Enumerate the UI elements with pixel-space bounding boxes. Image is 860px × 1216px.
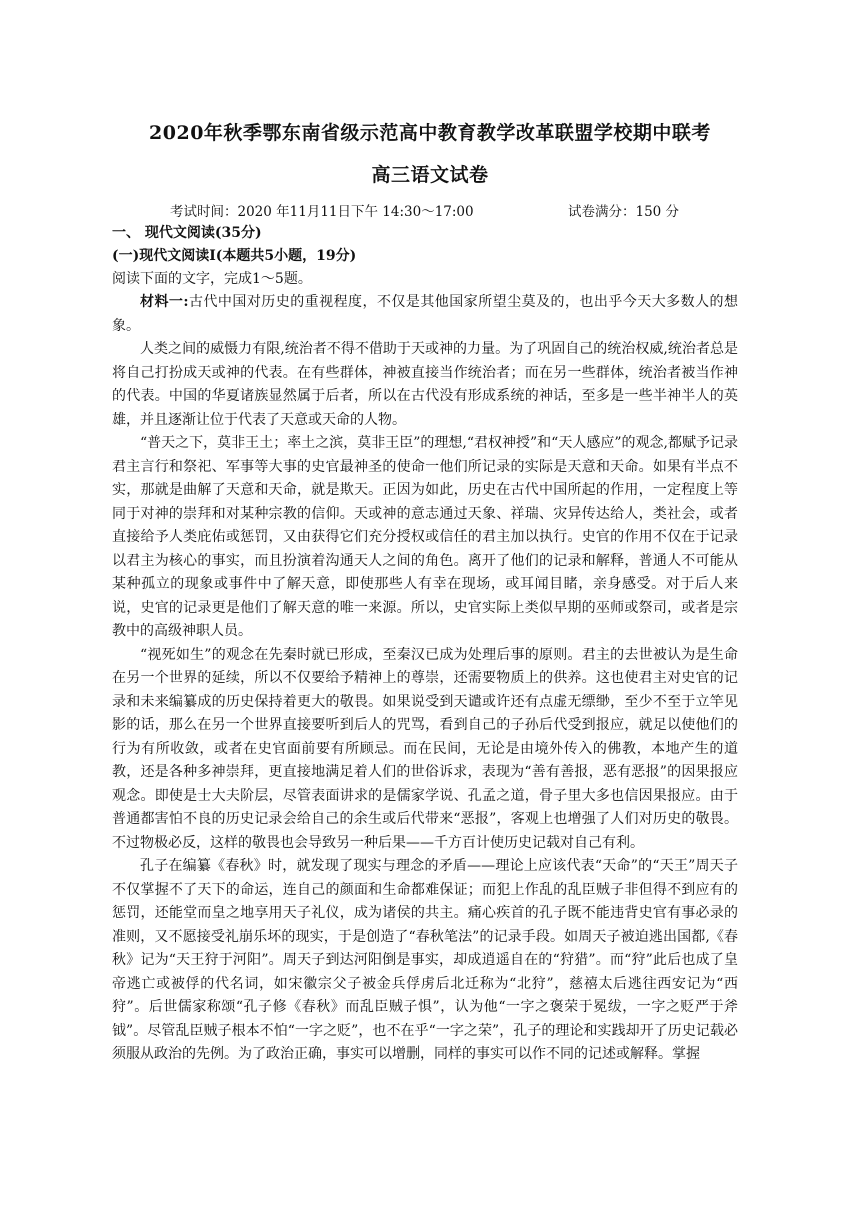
exam-time: 考试时间：2020 年11月11日下午 14:30～17:00 xyxy=(170,204,474,220)
paragraph-text: 古代中国对历史的重视程度，不仅是其他国家所望尘莫及的，也出乎今天大多数人的想象。 xyxy=(112,294,738,334)
passage-paragraph xyxy=(112,291,738,338)
reading-passage xyxy=(112,291,738,1067)
passage-paragraph: “视死如生”的观念在先秦时就已形成，至秦汉已成为处理后事的原则。君主的去世被认为是生命在另一个世界的延续，所以不仅要给予精神上的尊崇，还需要物质上的供养。这也使君主对史官的记录和未来编纂成的历史保持着更大的敬畏。如果说受到天谴或许还有点虚无缥缈，至少不至于立竿见影的话，那么在另一个世界直接要听到后人的咒骂，看到自己的子孙后代受到报应，就足以使他们的行为有所收敛，或者在史官面前要有所顾忌。而在民间，无论是由境外传入的佛教，本地产生的道教，还是各种多神崇拜，更直接地满足着人们的世俗诉求，表现为“善有善报，恶有恶报”的因果报应观念。即使是士大夫阶层，尽管表面讲求的是儒家学说、孔孟之道，骨子里大多也信因果报应。由于普通都害怕不良的历史记录会给自己的余生或后代带来“恶报”，客观上也增强了人们对历史的敬畏。不过物极必反，这样的敬畏也会导致另一种后果——千方百计使历史记载对自己有利。 xyxy=(112,646,738,851)
passage-paragraph: “普天之下，莫非王土；率土之滨，莫非王臣”的理想,“君权神授”和“天人感应”的观念,都赋予记录君主言行和祭祀、军事等大事的史官最神圣的使命一他们所记录的实际是天意和天命。如果有半点不实，那就是曲解了天意和天命，就是欺天。正因为如此，历史在古代中国所起的作用，一定程度上等同于对神的崇拜和对某种宗教的信仰。天或神的意志通过天象、祥瑞、灾异传达给人，类社会，或者直接给予人类庇佑或惩罚，又由获得它们充分授权或信任的君主加以执行。史官的作用不仅在于记录以君主为核心的事实，而且扮演着沟通天人之间的角色。离开了他们的记录和解释，普通人不可能从某种孤立的现象或事件中了解天意，即使那些人有幸在现场，或耳闻目睹，亲身感受。对于后人来说，史官的记录更是他们了解天意的唯一来源。所以，史官实际上类似早期的巫师或祭司，或者是宗教中的高级神职人员。 xyxy=(112,435,738,639)
full-score: 试卷满分：150 分 xyxy=(568,204,680,220)
section-heading: 一、 现代文阅读(35分) xyxy=(112,225,262,241)
material-label: 材料一: xyxy=(140,294,189,310)
exam-title: 2020年秋季鄂东南省级示范高中教育教学改革联盟学校期中联考 xyxy=(149,122,711,144)
passage-paragraph: 人类之间的威慑力有限,统治者不得不借助于天或神的力量。为了巩固自己的统治权威,统治者总是将自己打扮成天或神的代表。在有些群体，神被直接当作统治者；而在另一些群体，统治者被当作神的代表。中国的华夏诸族显然属于后者，所以在古代没有形成系统的神话，至多是一些半神半人的英雄，并且逐渐让位于代表了天意或天命的人物。 xyxy=(112,341,738,428)
passage-paragraph: 孔子在编纂《春秋》时，就发现了现实与理念的矛盾——理论上应该代表“天命”的“天王”周天子不仅掌握不了天下的命运，连自己的颜面和生命都难保证；而犯上作乱的乱臣贼子非但得不到应有的惩罚，还能堂而皇之地享用天子礼仪，成为诸侯的共主。痛心疾首的孔子既不能违背史官有事必录的准则，又不愿接受礼崩乐坏的现实，于是创造了“春秋笔法”的记录手段。如周天子被迫逃出国都,《春秋》记为“天王狩于河阳”。周天子到达河阳倒是事实，却成逍遥自在的“狩猎”。而“狩”此后也成了皇帝逃亡或被俘的代名词，如宋徽宗父子被金兵俘虏后北迁称为“北狩”，慈禧太后逃往西安记为“西狩”。后世儒家称颂“孔子修《春秋》而乱臣贼子惧”，认为他“一字之褒荣于冕绂，一字之贬严于斧钺”。尽管乱臣贼子根本不怕“一字之贬”，也不在乎“一字之荣”，孔子的理论和实践却开了历史记载必须服从政治的先例。为了政治正确，事实可以增删，同样的事实可以作不同的记述或解释。掌握 xyxy=(112,858,738,1062)
exam-subtitle: 高三语文试卷 xyxy=(371,164,489,186)
instruction-text: 阅读下面的文字，完成1～5题。 xyxy=(112,271,312,287)
subsection-heading: (一)现代文阅读Ⅰ(本题共5小题，19分) xyxy=(112,248,357,264)
